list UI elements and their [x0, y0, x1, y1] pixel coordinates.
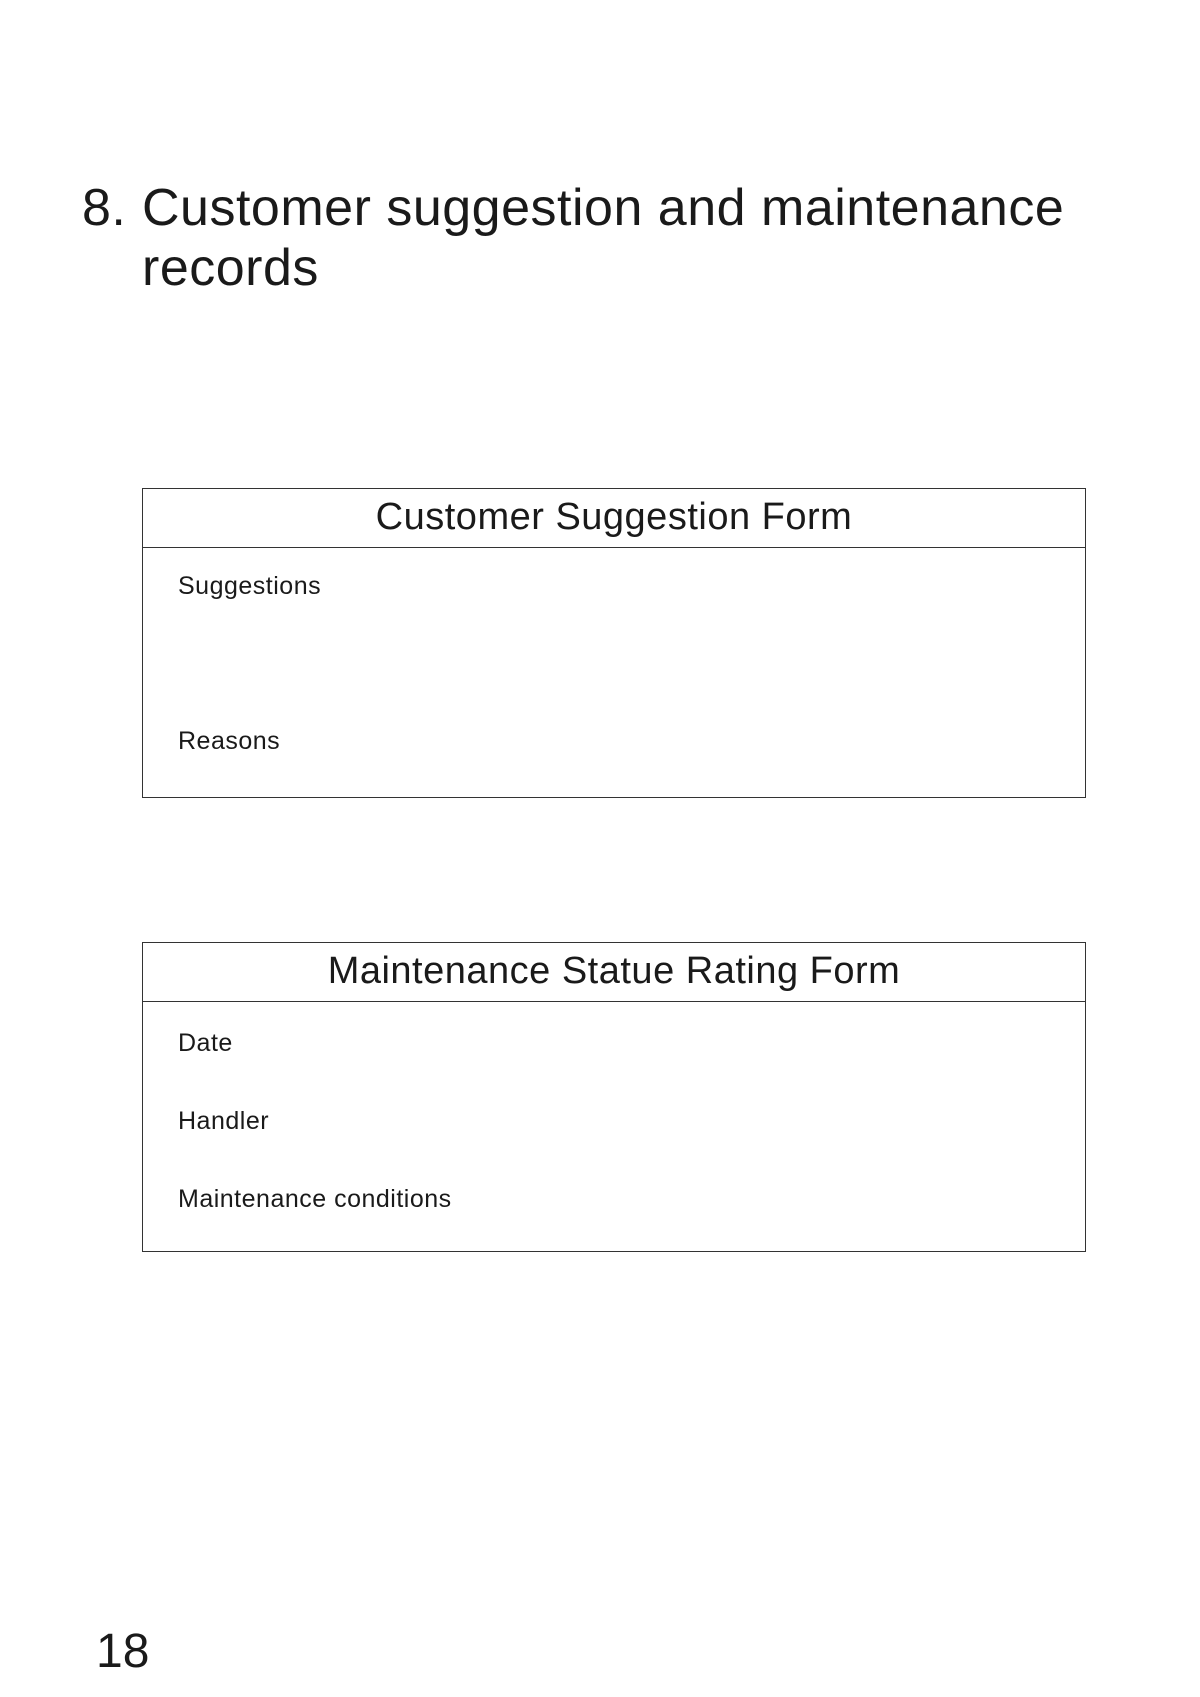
section-heading: [82, 178, 1122, 298]
section-title: Customer suggestion and maintenance records: [142, 179, 1065, 297]
maintenance-conditions-label: Maintenance conditions: [178, 1185, 452, 1213]
maintenance-statue-rating-form: [142, 942, 1086, 1252]
date-label: Date: [178, 1029, 233, 1057]
suggestions-label: Suggestions: [178, 572, 322, 600]
section-number: 8.: [82, 179, 127, 237]
customer-suggestion-form: [142, 488, 1086, 798]
maintenance-form-title: Maintenance Statue Rating Form: [143, 943, 1085, 1002]
page-number: 18: [96, 1625, 150, 1678]
maintenance-form-body: [143, 1002, 1085, 1252]
suggestion-form-title: Customer Suggestion Form: [143, 489, 1085, 548]
suggestion-form-body: [143, 548, 1085, 798]
handler-label: Handler: [178, 1107, 270, 1135]
reasons-label: Reasons: [178, 727, 281, 755]
